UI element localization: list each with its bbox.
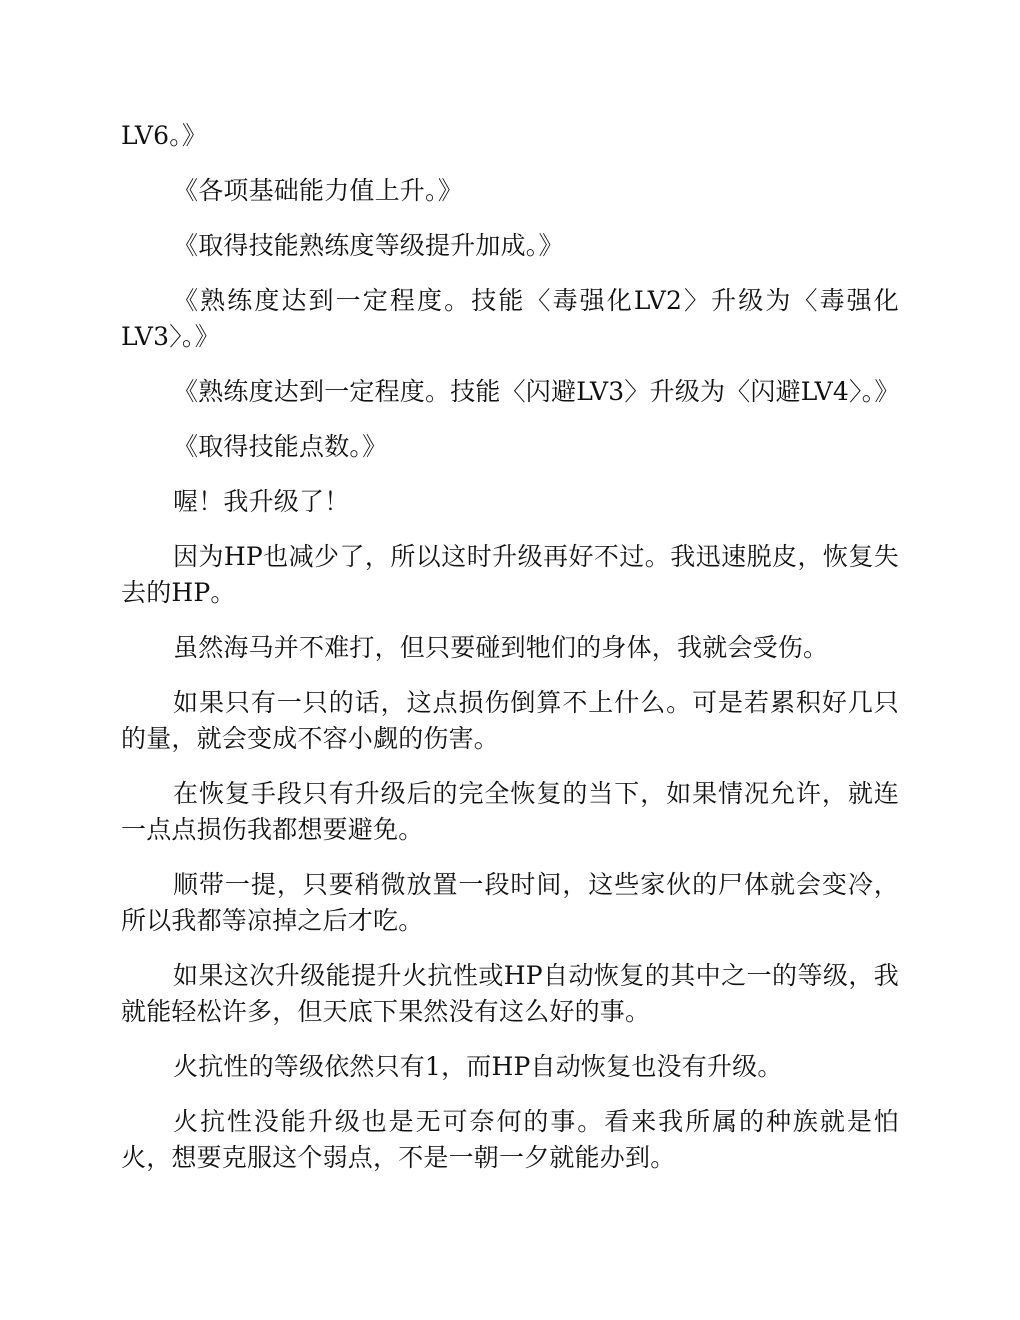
paragraph: 《取得技能熟练度等级提升加成。》 <box>173 231 564 260</box>
paragraph: 《各项基础能力值上升。》 <box>173 176 463 205</box>
paragraph: 《熟练度达到一定程度。技能〈毒强化LV2〉升级为〈毒强化LV3〉。》 <box>121 286 899 351</box>
paragraph: 因为HP也减少了，所以这时升级再好不过。我迅速脱皮，恢复失去的HP。 <box>121 542 899 607</box>
paragraph: 如果只有一只的话，这点损伤倒算不上什么。可是若累积好几只的量，就会变成不容小觑的伤害。 <box>121 688 899 753</box>
paragraph: 喔！我升级了！ <box>173 487 350 516</box>
paragraph: 在恢复手段只有升级后的完全恢复的当下，如果情况允许，就连一点点损伤我都想要避免。 <box>121 779 899 844</box>
paragraph-continuation: LV6。》 <box>121 121 208 150</box>
paragraph: 《熟练度达到一定程度。技能〈闪避LV3〉升级为〈闪避LV4〉。》 <box>173 377 900 406</box>
paragraph: 火抗性的等级依然只有1，而HP自动恢复也没有升级。 <box>173 1052 783 1081</box>
paragraph: 顺带一提，只要稍微放置一段时间，这些家伙的尸体就会变冷，所以我都等凉掉之后才吃。 <box>121 870 899 935</box>
body-text <box>121 118 899 1195</box>
paragraph: 虽然海马并不难打，但只要碰到牠们的身体，我就会受伤。 <box>173 633 829 662</box>
paragraph: 火抗性没能升级也是无可奈何的事。看来我所属的种族就是怕火，想要克服这个弱点，不是一朝一夕就能办到。 <box>121 1107 899 1172</box>
paragraph: 如果这次升级能提升火抗性或HP自动恢复的其中之一的等级，我就能轻松许多，但天底下果然没有这么好的事。 <box>121 961 899 1026</box>
paragraph: 《取得技能点数。》 <box>173 432 388 461</box>
